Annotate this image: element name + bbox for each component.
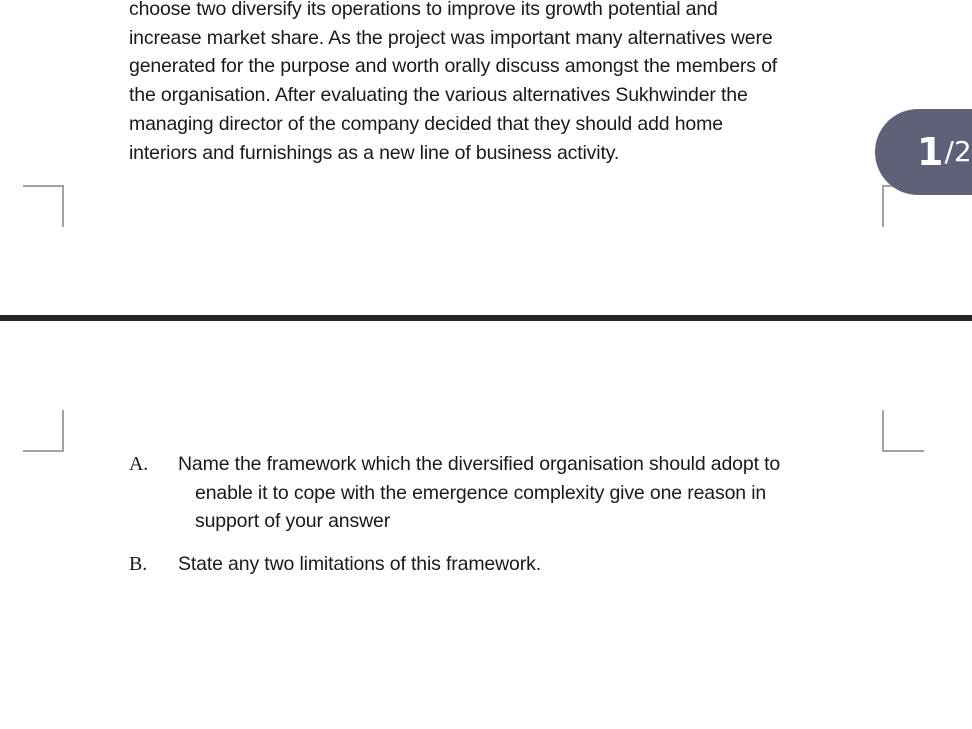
page-indicator-badge[interactable] <box>875 109 972 195</box>
question-text-continued: enable it to cope with the emergence complexity give one reason in <box>195 481 767 504</box>
question-b <box>129 550 879 579</box>
question-marker: A. <box>129 453 149 475</box>
crop-mark-top-left <box>23 185 64 227</box>
page-1 <box>0 0 972 315</box>
body-paragraph <box>129 0 869 167</box>
paragraph-line: interiors and furnishings as a new line of business activity. <box>129 141 620 164</box>
question-text: State any two limitations of this framework. <box>178 553 541 576</box>
paragraph-line: increase market share. As the project was important many alternatives were <box>129 26 773 49</box>
paragraph-line: choose two diversify its operations to improve its growth potential and <box>129 0 718 20</box>
question-marker: B. <box>129 553 148 576</box>
page-separator: / <box>944 135 954 168</box>
total-pages-number: 2 <box>953 135 972 168</box>
question-text-continued: support of your answer <box>195 510 391 533</box>
paragraph-line: generated for the purpose and worth orally discuss amongst the members of <box>129 55 778 78</box>
question-a <box>129 450 879 536</box>
crop-mark-bottom-right <box>882 410 924 452</box>
crop-mark-bottom-left <box>23 410 64 452</box>
question-list <box>129 450 879 593</box>
paragraph-line: managing director of the company decided that they should add home <box>129 112 723 135</box>
question-text: Name the framework which the diversified organisation should adopt to <box>178 453 781 475</box>
current-page-number: 1 <box>917 130 944 174</box>
paragraph-line: the organisation. After evaluating the various alternatives Sukhwinder the <box>129 84 748 107</box>
